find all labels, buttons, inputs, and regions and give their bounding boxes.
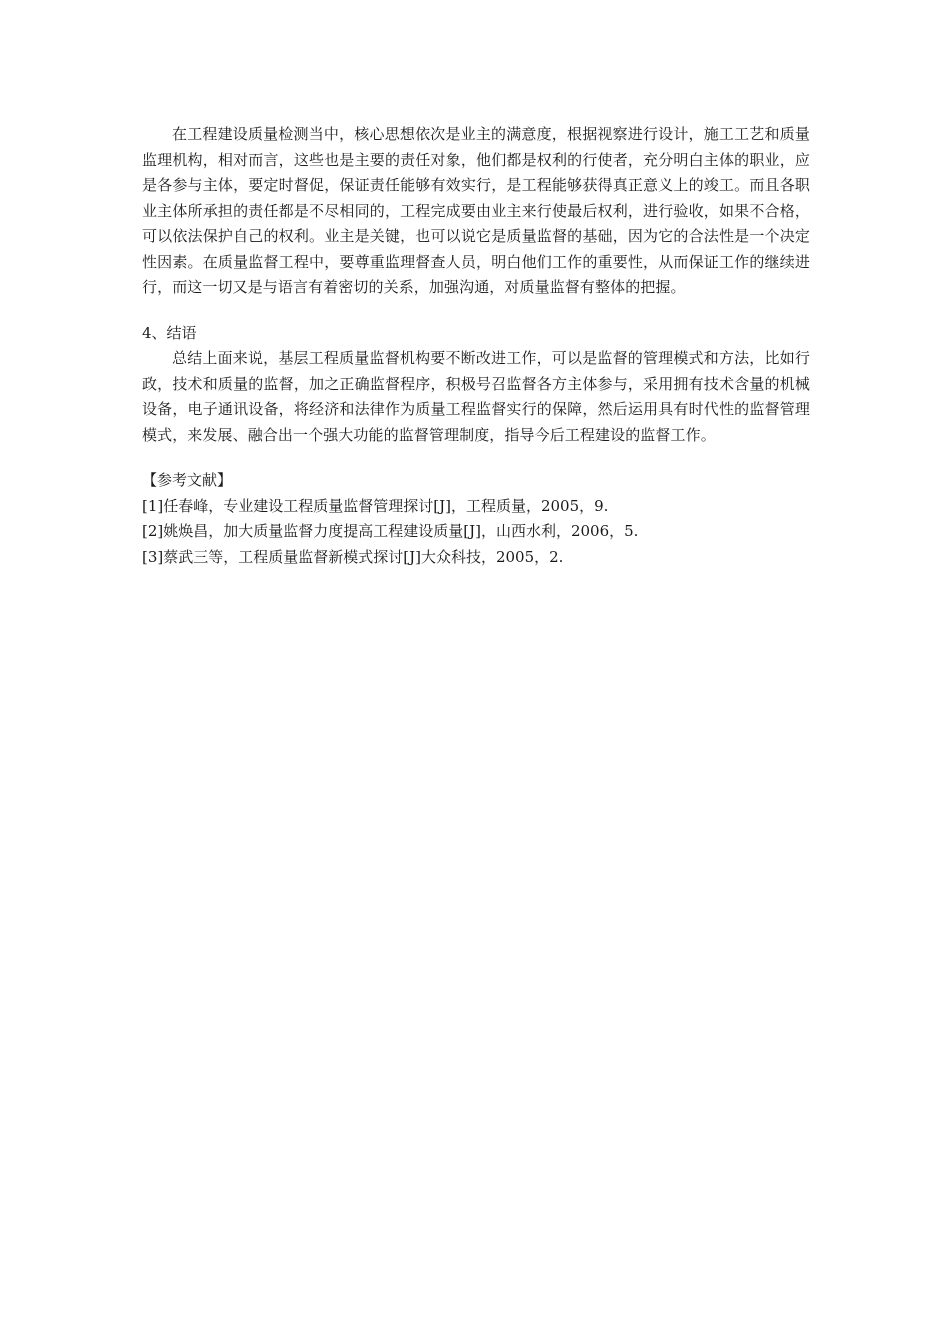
paragraph-spacer [142,301,810,321]
reference-item: [2]姚焕昌，加大质量监督力度提高工程建设质量[J]，山西水利，2006，5. [142,522,639,540]
reference-item: [1]任春峰，专业建设工程质量监督管理探讨[J]，工程质量，2005，9. [142,496,609,515]
section-heading: 4、结语 [142,323,197,342]
body-paragraph: 在工程建设质量检测当中，核心思想依次是业主的满意度，根据视察进行设计，施工工艺和质量监理机构，相对而言，这些也是主要的责任对象，他们都是权利的行使者，充分明白主体的职业，应是各参与主体，要定时督促，保证责任能够有效实行，是工程能够获得真正意义上的竣工。而且各职业主体所承担的责任都是不尽相同的，工程完成要由业主来行使最后权利，进行验收，如果不合格，可以依法保护自己的权利。业主是关键，也可以说它是质量监督的基础，因为它的合法性是一个决定性因素。在质量监督工程中，要尊重监理督查人员，明白他们工作的重要性，从而保证工作的继续进行，而这一切又是与语言有着密切的关系，加强沟通，对质量监督有整体的把握。 [142,125,810,296]
reference-item: [3]蔡武三等，工程质量监督新模式探讨[J]大众科技，2005，2. [142,547,564,566]
document-page [142,122,810,570]
conclusion-paragraph: 总结上面来说，基层工程质量监督机构要不断改进工作，可以是监督的管理模式和方法，比如行政，技术和质量的监督，加之正确监督程序，积极号召监督各方主体参与，采用拥有技术含量的机械设备，电子通讯设备，将经济和法律作为质量工程监督实行的保障，然后运用具有时代性的监督管理模式，来发展、融合出一个强大功能的监督管理制度，指导今后工程建设的监督工作。 [142,349,810,444]
references-title: 【参考文献】 [142,471,233,489]
paragraph-spacer [142,448,810,468]
references-list [142,494,810,571]
